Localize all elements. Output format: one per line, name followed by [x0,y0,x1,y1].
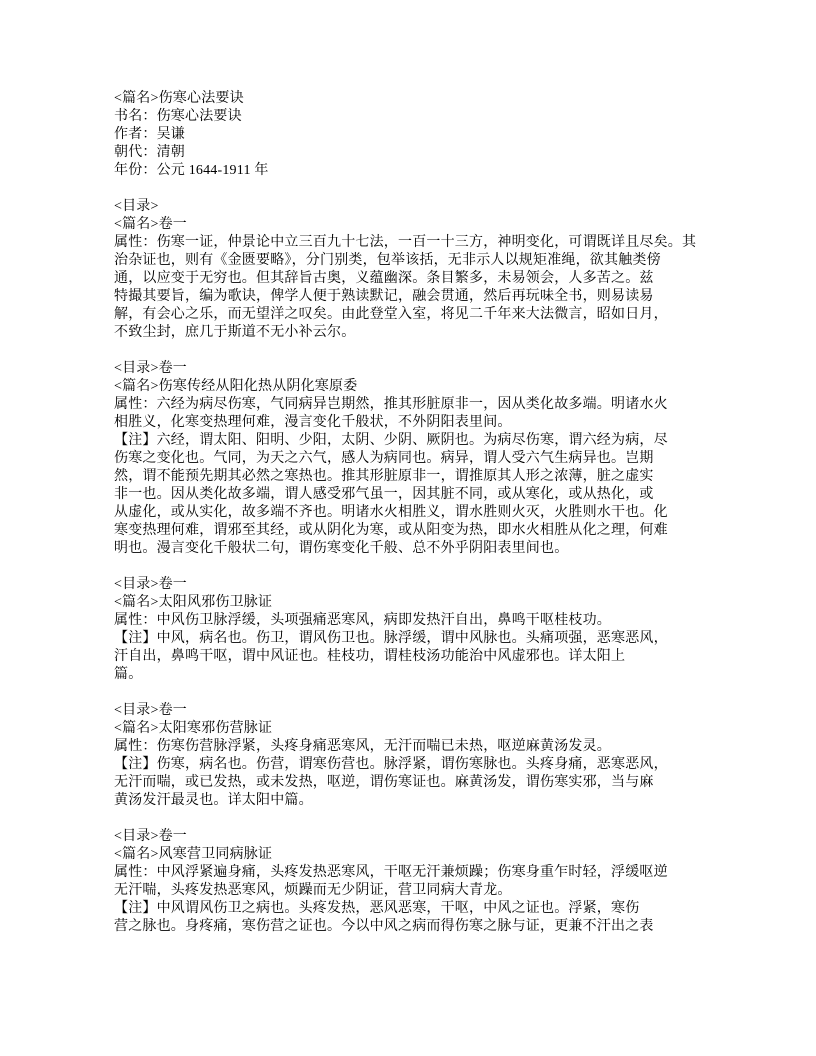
text-line: <篇名>太阳风邪伤卫脉证 [114,595,273,610]
text-line: 【注】伤寒，病名也。伤营，谓寒伤营也。脉浮紧，谓伤寒脉也。头疼身痛，恶寒恶风， [114,757,668,772]
text-line: 寒变热理何难，谓邪至其经，或从阴化为寒，或从阳变为热，即水火相胜从化之理，何难 [114,523,668,538]
text-line: 治杂证也，则有《金匮要略》，分门别类，包举该括，无非示人以规矩准绳，欲其触类傍 [114,253,661,268]
text-line: 非一也。因从类化故多端，谓人感受邪气虽一，因其脏不同，或从寒化，或从热化，或 [114,487,654,502]
text-line: 朝代：清朝 [114,145,185,160]
text-line: <目录>卷一 [114,361,187,376]
text-line: 篇。 [114,667,143,682]
text-section [114,198,726,342]
text-line: 营之脉也。身疼痛，寒伤营之证也。今以中风之病而得伤寒之脉与证，更兼不汗出之表 [114,919,654,934]
text-line: <目录> [114,199,159,214]
text-line: 特撮其要旨，编为歌诀，俾学人便于熟读默记，融会贯通，然后再玩味全书，则易读易 [114,289,654,304]
text-line: 书名：伤寒心法要诀 [114,109,242,124]
text-line: 伤寒之变化也。气同，为天之六气，感人为病同也。病异，谓人受六气生病异也。岂期 [114,451,654,466]
text-line: 从虚化，或从实化，故多端不齐也。明诸水火相胜义，谓水胜则火灭，火胜则水干也。化 [114,505,668,520]
text-line: <篇名>卷一 [114,217,187,232]
text-line: 明也。漫言变化千般状二句，谓伤寒变化千般、总不外乎阴阳表里间也。 [114,541,569,556]
text-line: 作者：吴谦 [114,127,185,142]
text-line: 相胜义，化寒变热理何难，漫言变化千般状，不外阴阳表里间。 [114,415,512,430]
text-section [114,702,726,810]
text-line: <篇名>风寒营卫同病脉证 [114,847,273,862]
text-line: 解，有会心之乐，而无望洋之叹矣。由此登堂入室，将见二千年来大法微言，昭如日月， [114,307,668,322]
text-line: 无汗而喘，或已发热，或未发热，呕逆，谓伤寒证也。麻黄汤发，谓伤寒实邪，当与麻 [114,775,654,790]
text-line: 通，以应变于无穷也。但其辞旨古奥，义蕴幽深。条目繁多，未易领会，人多苦之。兹 [114,271,654,286]
text-line: 不致尘封，庶几于斯道不无小补云尔。 [114,325,356,340]
document-body [114,90,726,936]
text-line: 年份：公元 1644-1911 年 [114,163,269,178]
text-line: 【注】六经，谓太阳、阳明、少阳，太阴、少阴、厥阴也。为病尽伤寒，谓六经为病，尽 [114,433,668,448]
text-line: 然，谓不能预先期其必然之寒热也。推其形脏原非一，谓推原其人形之浓薄，脏之虚实 [114,469,654,484]
text-line: 【注】中风谓风伤卫之病也。头疼发热，恶风恶寒，干呕，中风之证也。浮紧，寒伤 [114,901,640,916]
text-section [114,828,726,936]
text-line: 汗自出，鼻鸣干呕，谓中风证也。桂枝功，谓桂枝汤功能治中风虚邪也。详太阳上 [114,649,626,664]
text-section [114,90,726,180]
text-line: 无汗喘，头疼发热恶寒风，烦躁而无少阴证，营卫同病大青龙。 [114,883,512,898]
text-section [114,360,726,558]
text-line: <目录>卷一 [114,577,187,592]
text-line: <目录>卷一 [114,829,187,844]
text-line: <篇名>太阳寒邪伤营脉证 [114,721,273,736]
text-line: 黄汤发汗最灵也。详太阳中篇。 [114,793,313,808]
text-line: 【注】中风，病名也。伤卫，谓风伤卫也。脉浮缓，谓中风脉也。头痛项强，恶寒恶风， [114,631,668,646]
text-line: <目录>卷一 [114,703,187,718]
text-line: 属性：六经为病尽伤寒，气同病异岂期然，推其形脏原非一，因从类化故多端。明诸水火 [114,397,668,412]
text-line: 属性：伤寒伤营脉浮紧，头疼身痛恶寒风，无汗而喘已未热，呕逆麻黄汤发灵。 [114,739,611,754]
text-section [114,576,726,684]
text-line: 属性：中风浮紧遍身痛，头疼发热恶寒风，干呕无汗兼烦躁；伤寒身重乍时轻，浮缓呕逆 [114,865,668,880]
text-line: 属性：中风伤卫脉浮缓，头项强痛恶寒风，病即发热汗自出，鼻鸣干呕桂枝功。 [114,613,611,628]
text-line: <篇名>伤寒心法要诀 [114,91,244,106]
text-line: 属性：伤寒一证，仲景论中立三百九十七法，一百一十三方，神明变化，可谓既详且尽矣。其 [114,235,697,250]
text-line: <篇名>伤寒传经从阳化热从阴化寒原委 [114,379,358,394]
